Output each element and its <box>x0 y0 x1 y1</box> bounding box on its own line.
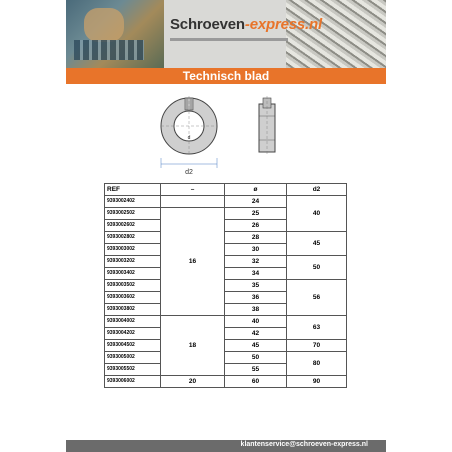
col-header-d2: d2 <box>287 184 347 196</box>
ref-cell: 9393005502 <box>105 364 161 376</box>
ref-cell: 9393003802 <box>105 304 161 316</box>
bore-cell: 34 <box>225 268 287 280</box>
ref-cell: 9393004202 <box>105 328 161 340</box>
bore-cell: 36 <box>225 292 287 304</box>
header-banner <box>66 0 386 68</box>
width-cell: 16 <box>161 208 225 316</box>
bore-cell: 42 <box>225 328 287 340</box>
ref-cell: 9393006002 <box>105 376 161 388</box>
d2-cell: 56 <box>287 280 347 316</box>
dimensions-table <box>104 183 347 388</box>
bore-cell: 26 <box>225 220 287 232</box>
table-row <box>105 232 347 244</box>
ref-cell: 9393004502 <box>105 340 161 352</box>
ref-cell: 9393002402 <box>105 196 161 208</box>
d2-label: d2 <box>185 169 193 176</box>
tools-photo <box>66 0 164 68</box>
d-label: d <box>187 135 191 141</box>
d2-cell: 80 <box>287 352 347 376</box>
title-bar <box>66 68 386 84</box>
datasheet-page <box>66 0 386 452</box>
bore-cell: 30 <box>225 244 287 256</box>
width-cell <box>161 196 225 208</box>
ref-cell: 9393003502 <box>105 280 161 292</box>
table-row <box>105 352 347 364</box>
logo-underline <box>170 38 288 41</box>
bore-cell: 45 <box>225 340 287 352</box>
side-view <box>259 96 275 156</box>
d2-cell: 40 <box>287 196 347 232</box>
table-row <box>105 340 347 352</box>
ref-cell: 9393003602 <box>105 292 161 304</box>
bore-cell: 32 <box>225 256 287 268</box>
screws-photo <box>286 0 386 68</box>
bore-cell: 25 <box>225 208 287 220</box>
d2-cell: 63 <box>287 316 347 340</box>
brand-suffix: -express.nl <box>244 16 322 33</box>
col-header-bore: ø <box>225 184 287 196</box>
d2-cell: 45 <box>287 232 347 256</box>
ref-cell: 9393002802 <box>105 232 161 244</box>
width-cell: 20 <box>161 376 225 388</box>
bore-cell: 28 <box>225 232 287 244</box>
table-row <box>105 280 347 292</box>
table-row <box>105 316 347 328</box>
bore-cell: 55 <box>225 364 287 376</box>
col-header-width: – <box>161 184 225 196</box>
ref-cell: 9393003202 <box>105 256 161 268</box>
page-title: Technisch blad <box>182 69 270 83</box>
ref-cell: 9393003402 <box>105 268 161 280</box>
table-row <box>105 376 347 388</box>
bore-cell: 35 <box>225 280 287 292</box>
brand-logo <box>170 16 322 33</box>
bore-cell: 24 <box>225 196 287 208</box>
footer-bar <box>66 440 386 452</box>
col-header-ref: REF <box>105 184 161 196</box>
brand-name: Schroeven <box>170 16 245 33</box>
d2-cell: 50 <box>287 256 347 280</box>
d2-cell: 90 <box>287 376 347 388</box>
table-header-row <box>105 184 347 196</box>
ref-cell: 9393002502 <box>105 208 161 220</box>
bore-cell: 40 <box>225 316 287 328</box>
d2-cell: 70 <box>287 340 347 352</box>
collar-drawing-svg <box>66 96 386 176</box>
table-row <box>105 196 347 208</box>
ref-cell: 9393002602 <box>105 220 161 232</box>
bore-cell: 38 <box>225 304 287 316</box>
footer-email-link[interactable]: klantenservice@schroeven-express.nl <box>240 441 368 448</box>
table-row <box>105 256 347 268</box>
ref-cell: 9393003002 <box>105 244 161 256</box>
front-view <box>161 96 217 176</box>
bore-cell: 50 <box>225 352 287 364</box>
bore-cell: 60 <box>225 376 287 388</box>
width-cell: 18 <box>161 316 225 376</box>
technical-drawing <box>66 96 386 176</box>
ref-cell: 9393005002 <box>105 352 161 364</box>
ref-cell: 9393004002 <box>105 316 161 328</box>
